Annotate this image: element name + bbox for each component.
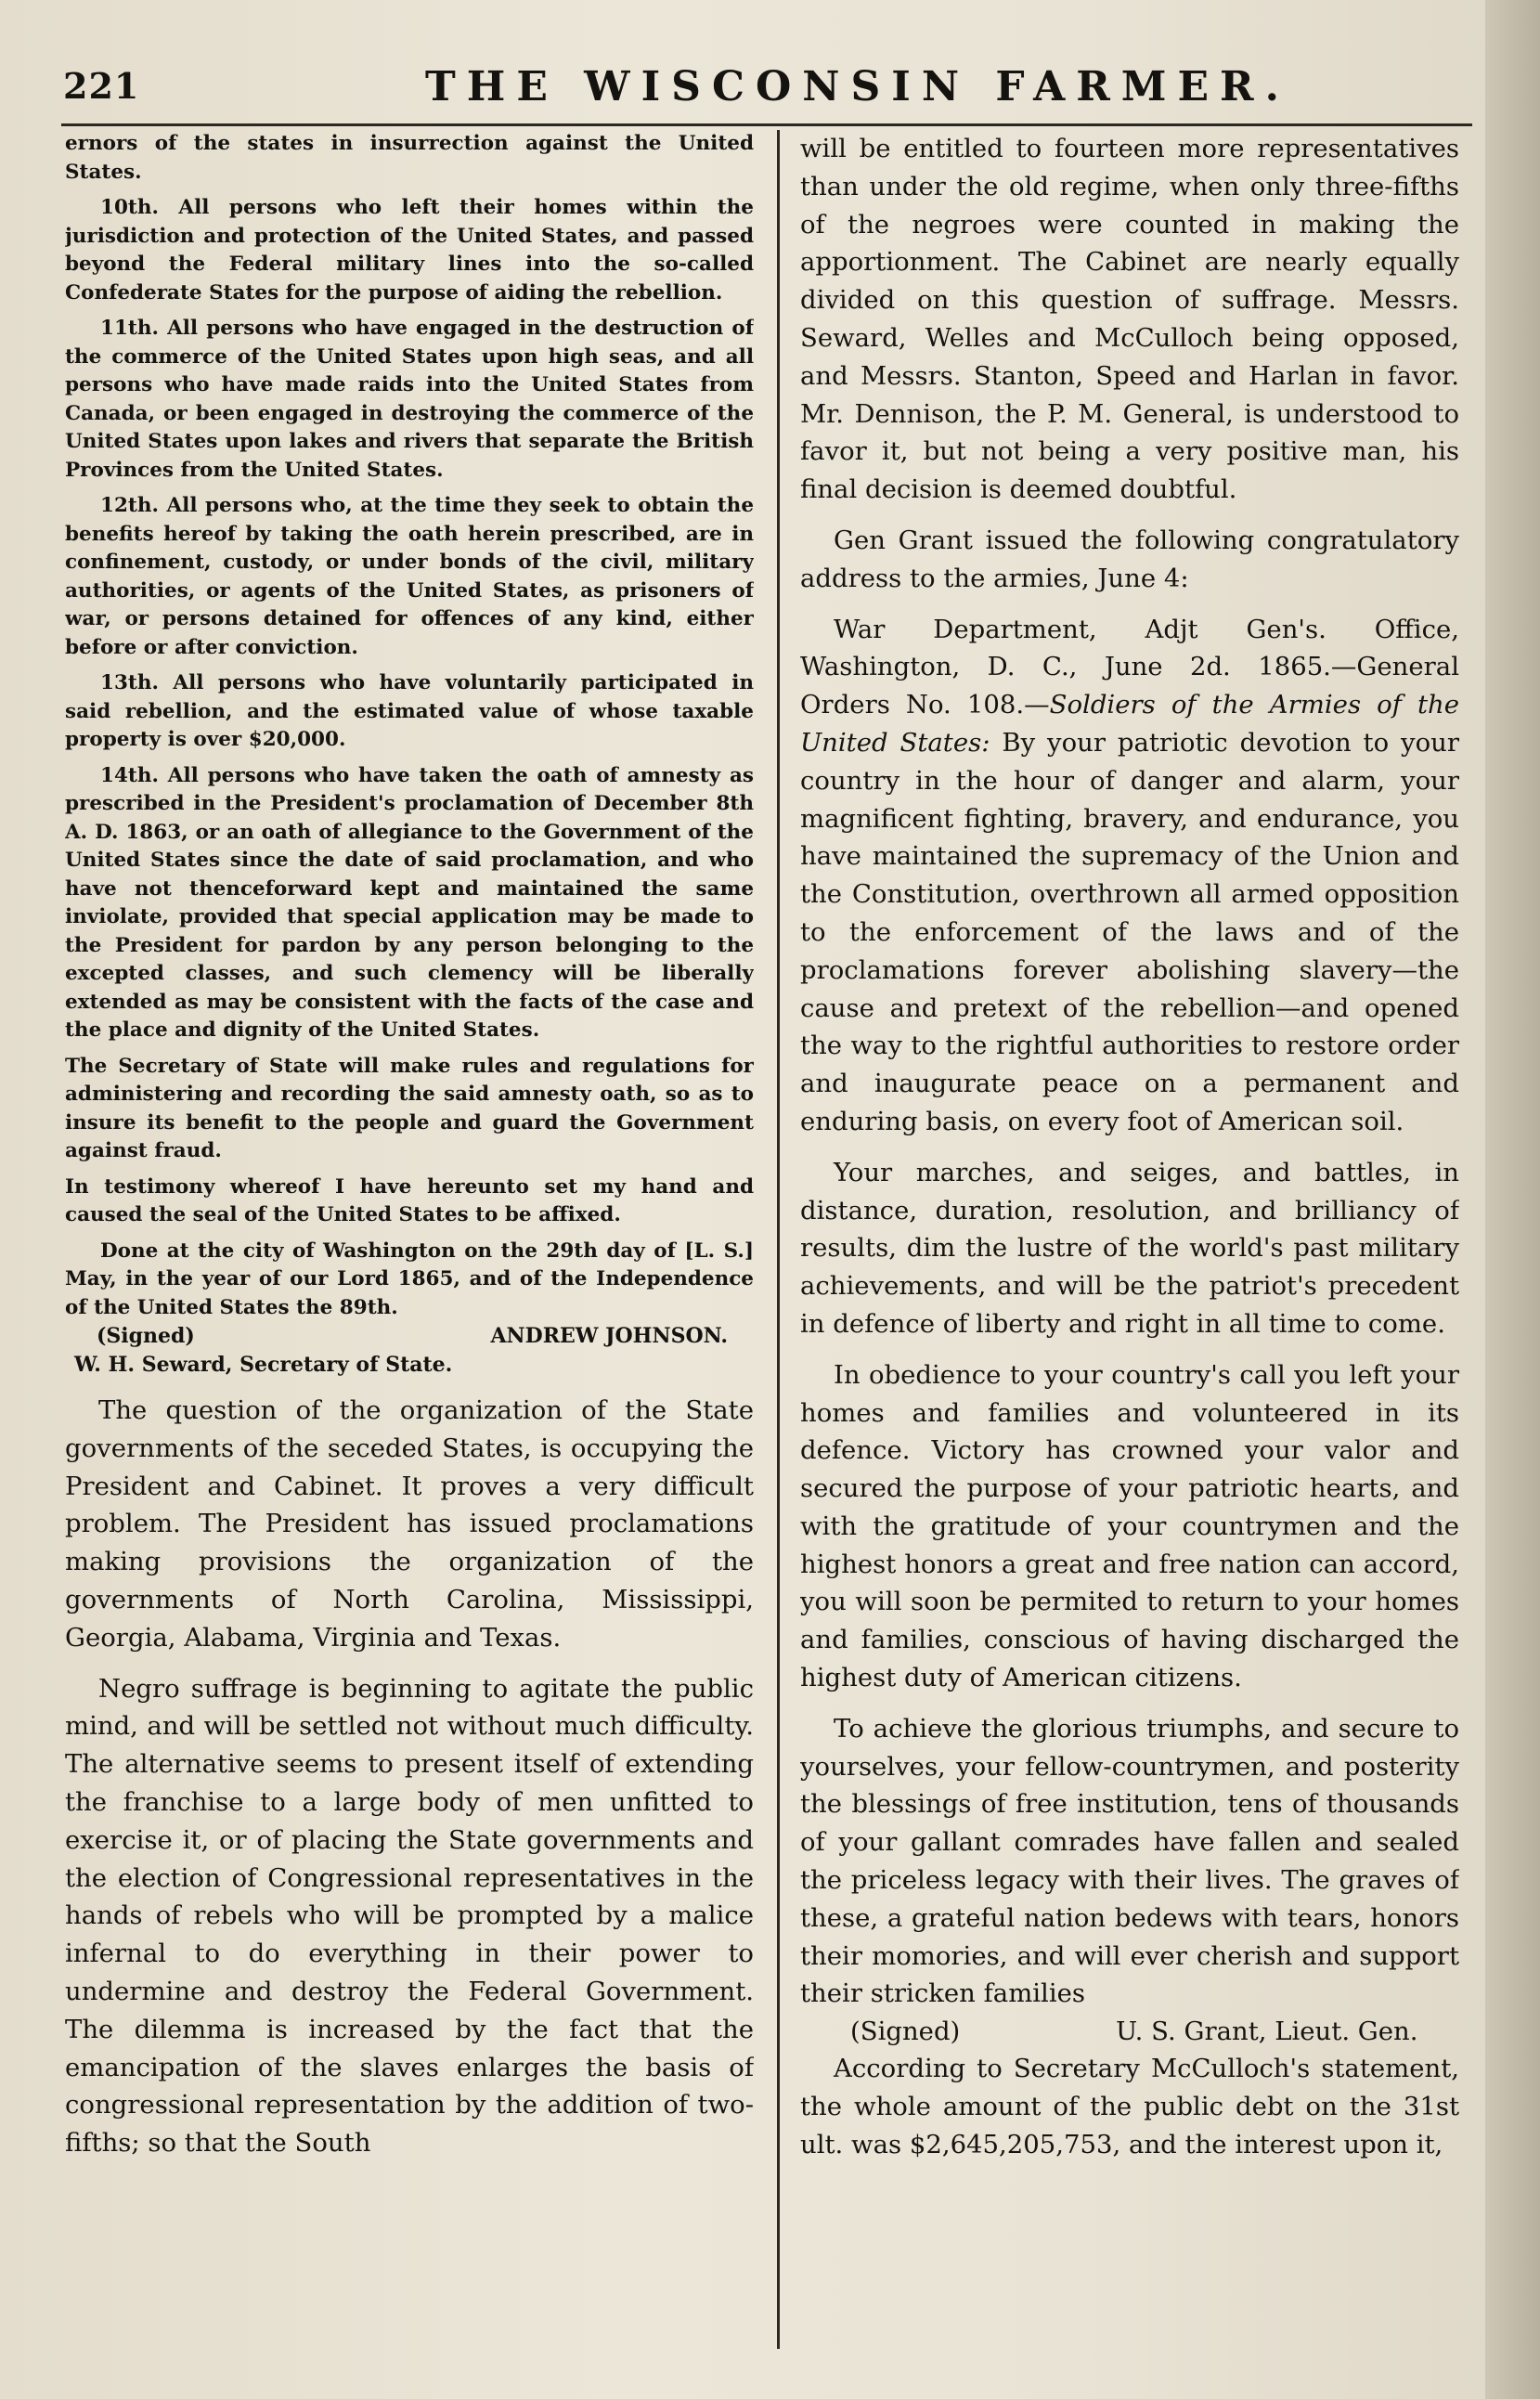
page-header (63, 58, 1483, 113)
paragraph: Done at the city of Washington on the 29th day of [L. S.] May, in the year of our Lord 1865, and of the Independence of the United States the 89th. (65, 1238, 754, 1319)
paragraph: In obedience to your country's call you left your homes and families and volunteered in its defence. Victory has crowned your valor and secured the purpose of your patriotic hearts, and with the gratitude of your countrymen and the highest honors a great and free nation can accord, you will soon be permited to return to your homes and families, conscious of having discharged the highest duty of American citizens. (800, 1359, 1459, 1693)
orders-body: By your patriotic devotion to your country in the hour of danger and alarm, your magnificent fighting, bravery, and endurance, you have maintained the supremacy of the Union and the Constitution, overthrown all armed opposition to the enforcement of the laws and of the proclamations forever abolishing slavery—the cause and pretext of the rebellion—and opened the way to the rightful authorities to restore order and inaugurate peace on a permanent and enduring basis, on every foot of American soil. (800, 727, 1459, 1136)
general-orders (800, 611, 1459, 1141)
paragraph: Your marches, and seiges, and battles, in distance, duration, resolution, and brilliancy of results, dim the lustre of the world's past military achievements, and will be the patriot's precedent in defence of liberty and right in all time to come. (800, 1157, 1459, 1339)
left-column (65, 130, 754, 2395)
paragraph: 13th. All persons who have voluntarily participated in said rebellion, and the estimated value of whose taxable property is over $20,000. (65, 671, 754, 751)
orders-salutation: Soldiers of the Armies of the United States: (800, 690, 1459, 758)
column-divider (777, 130, 780, 2349)
signer-name: ANDREW JOHNSON. (490, 1324, 728, 1348)
paragraph: Negro suffrage is beginning to agitate the public mind, and will be settled not without much difficulty. The alternative seems to present itself of extending the franchise to a large body of men unfitted to exercise it, or of placing the State governments and the election of Congressional representatives in the hands of rebels who will be prompted by a malice infernal to do everything in their power to undermine and destroy the Federal Government. The dilemma is increased by the fact that the emancipation of the slaves enlarges the basis of congressional representation by the addition of two-fifths; so that the South (65, 1673, 754, 2159)
paragraph: The Secretary of State will make rules and regulations for administering and recording the said amnesty oath, so as to insure its benefit to the people and guard the Government against fraud. (65, 1054, 754, 1162)
page-number: 221 (63, 65, 140, 107)
secretary-line: W. H. Seward, Secretary of State. (74, 1352, 453, 1377)
right-column-text (800, 130, 1459, 2164)
paragraph: ernors of the states in insurrection against the United States. (65, 132, 754, 184)
signature-line (65, 1322, 754, 1351)
paragraph: 12th. All persons who, at the time they seek to obtain the benefits hereof by taking the oath herein prescribed, are in confinement, custody, or under bonds of the civil, military authorities, or agents of the United States, as prisoners of war, or persons detained for offences of any kind, either before or after conviction. (65, 494, 754, 659)
header-rule (61, 123, 1472, 126)
paragraph: 11th. All persons who have engaged in the destruction of the commerce of the United States upon high seas, and all persons who have made raids into the United States from Canada, or been engaged in destroying the commerce of the United States upon lakes and rivers that separate the British Provinces from the United States. (65, 317, 754, 482)
orders-intro: War Department, Adjt Gen's. Office, Washington, D. C., June 2d. 1865.—General Orders No. 108.— (800, 614, 1459, 720)
paragraph: To achieve the glorious triumphs, and secure to yourselves, your fellow-countrymen, and posterity the blessings of free institution, tens of thousands of your gallant comrades have fallen and sealed the priceless legacy with their lives. The graves of these, a grateful nation bedews with tears, honors their momories, and will ever cherish and support their stricken families (800, 1713, 1459, 2009)
signed-label: (Signed) (97, 1324, 195, 1348)
paragraph: Gen Grant issued the following congratulatory address to the armies, June 4: (800, 525, 1459, 593)
page-edge (1485, 0, 1540, 2399)
paragraph: In testimony whereof I have hereunto set my hand and caused the seal of the United States to be affixed. (65, 1174, 754, 1226)
grant-signature-line (800, 2013, 1459, 2050)
editorial-text (65, 1392, 754, 2162)
signed-label: (Signed) (850, 2016, 961, 2047)
paragraph: According to Secretary McCulloch's statement, the whole amount of the public debt on the 31st ult. was $2,645,205,753, and the interest upon it, (800, 2054, 1459, 2159)
paragraph: 14th. All persons who have taken the oath of amnesty as prescribed in the President's proclamation of December 8th A. D. 1863, or an oath of allegiance to the Government of the United States since the date of said proclamation, and who have not thenceforward kept and maintained the same inviolate, provided that special application may be made to the President for pardon by any person belonging to the excepted classes, and such clemency will be liberally extended as may be consistent with the facts of the case and the place and dignity of the United States. (65, 763, 754, 1042)
signer-name: U. S. Grant, Lieut. Gen. (1116, 2016, 1418, 2047)
paragraph: will be entitled to fourteen more representatives than under the old regime, when only three-fifths of the negroes were counted in making the apportionment. The Cabinet are nearly equally divided on this question of suffrage. Messrs. Seward, Welles and McCulloch being opposed, and Messrs. Stanton, Speed and Harlan in favor. Mr. Dennison, the P. M. General, is understood to favor it, but not being a very positive man, his final decision is deemed doubtful. (800, 134, 1459, 505)
paragraph: The question of the organization of the State governments of the seceded States, is occupying the President and Cabinet. It proves a very difficult problem. The President has issued proclamations making provisions the organization of the governments of North Carolina, Mississippi, Georgia, Alabama, Virginia and Texas. (65, 1395, 754, 1653)
paragraph: 10th. All persons who left their homes within the jurisdiction and protection of the United States, and passed beyond the Federal military lines into the so-called Confederate States for the purpose of aiding the rebellion. (65, 196, 754, 305)
masthead-title: THE WISCONSIN FARMER. (425, 63, 1290, 110)
right-column (800, 130, 1459, 2395)
proclamation-text (65, 130, 754, 1379)
